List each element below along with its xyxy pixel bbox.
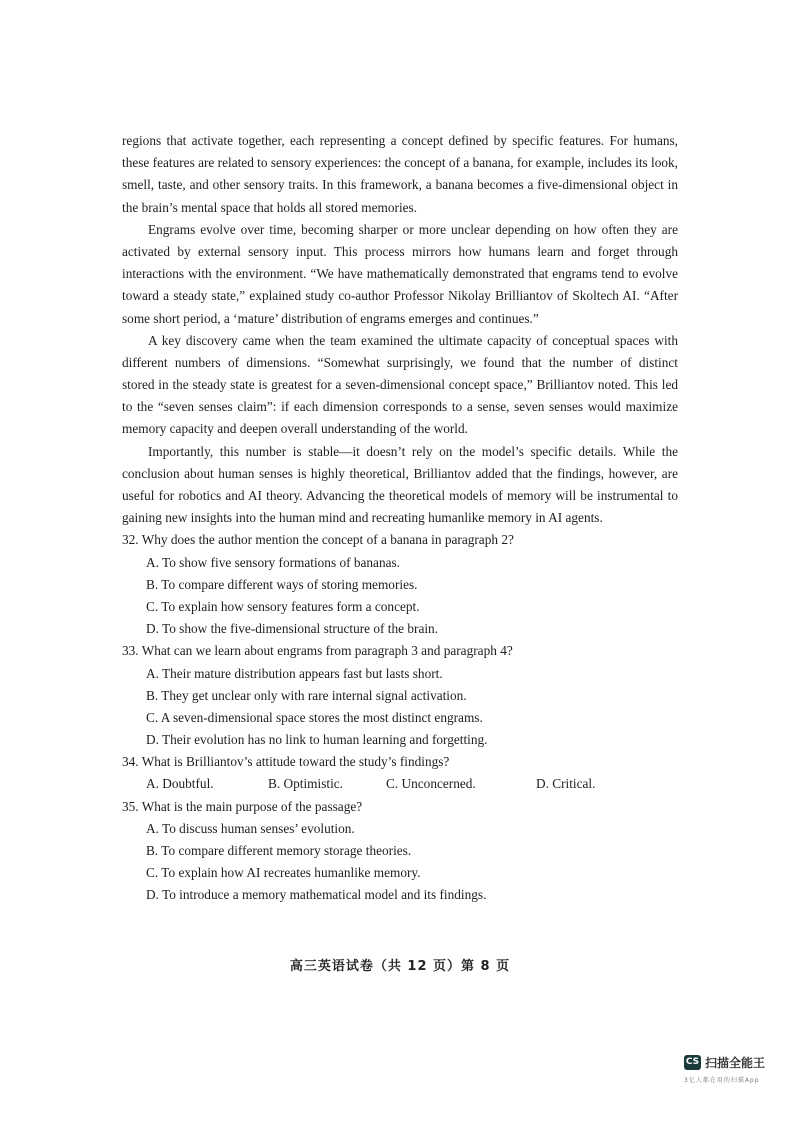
question-stem: 35. What is the main purpose of the passage?	[122, 798, 363, 814]
text-line: Importantly, this number is stable—it doesn’t rely on the model’s specific details. While the	[148, 443, 678, 459]
page-footer: 高三英语试卷（共 12 页）第 8 页	[289, 959, 511, 974]
question-33	[122, 640, 678, 751]
answer-option: A. To show five sensory formations of bananas.	[146, 554, 401, 570]
camscanner-logo-icon: CS	[684, 1055, 701, 1070]
answer-option: B. To compare different memory storage theories.	[146, 843, 412, 858]
text-line: useful for robotics and AI theory. Advancing the theoretical models of memory will be instrumental to	[122, 488, 678, 503]
exam-page	[122, 130, 678, 907]
text-line: gaining new insights into the human mind and recreating humanlike memory in AI agents.	[122, 510, 603, 526]
answer-option: A. Doubtful.	[146, 776, 214, 792]
paragraph	[122, 441, 678, 530]
question-32	[122, 529, 678, 640]
answer-option: A. Their mature distribution appears fast but lasts short.	[146, 665, 443, 681]
question-stem: 32. Why does the author mention the concept of a banana in paragraph 2?	[122, 532, 514, 548]
paragraph	[122, 219, 678, 330]
watermark-brand: 扫描全能王	[705, 1056, 766, 1070]
answer-option: A. To discuss human senses’ evolution.	[146, 820, 355, 836]
text-line: stored in the steady state is greatest for a seven-dimensional concept space,” Brilliantov noted. This led	[122, 377, 678, 393]
paragraph	[122, 130, 678, 219]
text-line: conclusion about human senses is highly theoretical, Brilliantov added that the findings, however, are	[122, 465, 678, 481]
camscanner-watermark	[684, 1054, 794, 1084]
answer-option: B. To compare different ways of storing memories.	[146, 576, 418, 592]
answer-option: D. Critical.	[536, 776, 596, 792]
answer-option: C. Unconcerned.	[386, 776, 476, 792]
text-line: different numbers of dimensions. “Somewhat surprisingly, we found that the number of distinct	[122, 354, 678, 370]
text-line: activated by external sensory input. This process mirrors how humans learn and forget through	[122, 243, 678, 259]
question-34	[122, 751, 678, 795]
text-line: the brain’s mental space that holds all stored memories.	[122, 199, 418, 215]
answer-option: C. To explain how AI recreates humanlike memory.	[146, 865, 421, 881]
watermark-tagline: 3亿人都在用的扫描App	[684, 1077, 760, 1084]
text-line: some short period, a ‘mature’ distribution of engrams emerges and continues.”	[122, 310, 539, 326]
text-line: to the “seven senses claim”: if each dimension corresponds to a sense, seven senses would maximize	[122, 399, 678, 415]
text-line: memory capacity and deepen overall understanding of the world.	[122, 421, 468, 437]
answer-option: B. They get unclear only with rare internal signal activation.	[146, 687, 467, 703]
paragraph	[122, 330, 678, 441]
text-line: interactions with the environment. “We have mathematically demonstrated that engrams tend to evolve	[122, 266, 678, 282]
answer-option: D. Their evolution has no link to human learning and forgetting.	[146, 732, 488, 748]
text-line: A key discovery came when the team examined the ultimate capacity of conceptual spaces with	[148, 332, 678, 348]
text-line: these features are related to sensory experiences: the concept of a banana, for example, includes its look,	[122, 155, 678, 171]
text-line: regions that activate together, each representing a concept defined by specific features. For humans,	[122, 133, 678, 148]
answer-option: B. Optimistic.	[268, 776, 343, 792]
answer-option: D. To show the five-dimensional structure of the brain.	[146, 621, 439, 637]
text-line: smell, taste, and other sensory traits. In this framework, a banana becomes a five-dimensional object in	[122, 177, 678, 193]
answer-option: C. A seven-dimensional space stores the most distinct engrams.	[146, 709, 483, 725]
question-stem: 33. What can we learn about engrams from paragraph 3 and paragraph 4?	[122, 643, 513, 659]
answer-option: D. To introduce a memory mathematical model and its findings.	[146, 887, 487, 903]
answer-option: C. To explain how sensory features form a concept.	[146, 598, 420, 614]
answer-options	[122, 773, 678, 795]
question-stem: 34. What is Brilliantov’s attitude toward the study’s findings?	[122, 754, 450, 770]
text-line: Engrams evolve over time, becoming sharper or more unclear depending on how often they are	[148, 221, 678, 237]
text-line: toward a steady state,” explained study co-author Professor Nikolay Brilliantov of Skoltech AI. “After	[122, 288, 678, 304]
question-35	[122, 796, 678, 907]
